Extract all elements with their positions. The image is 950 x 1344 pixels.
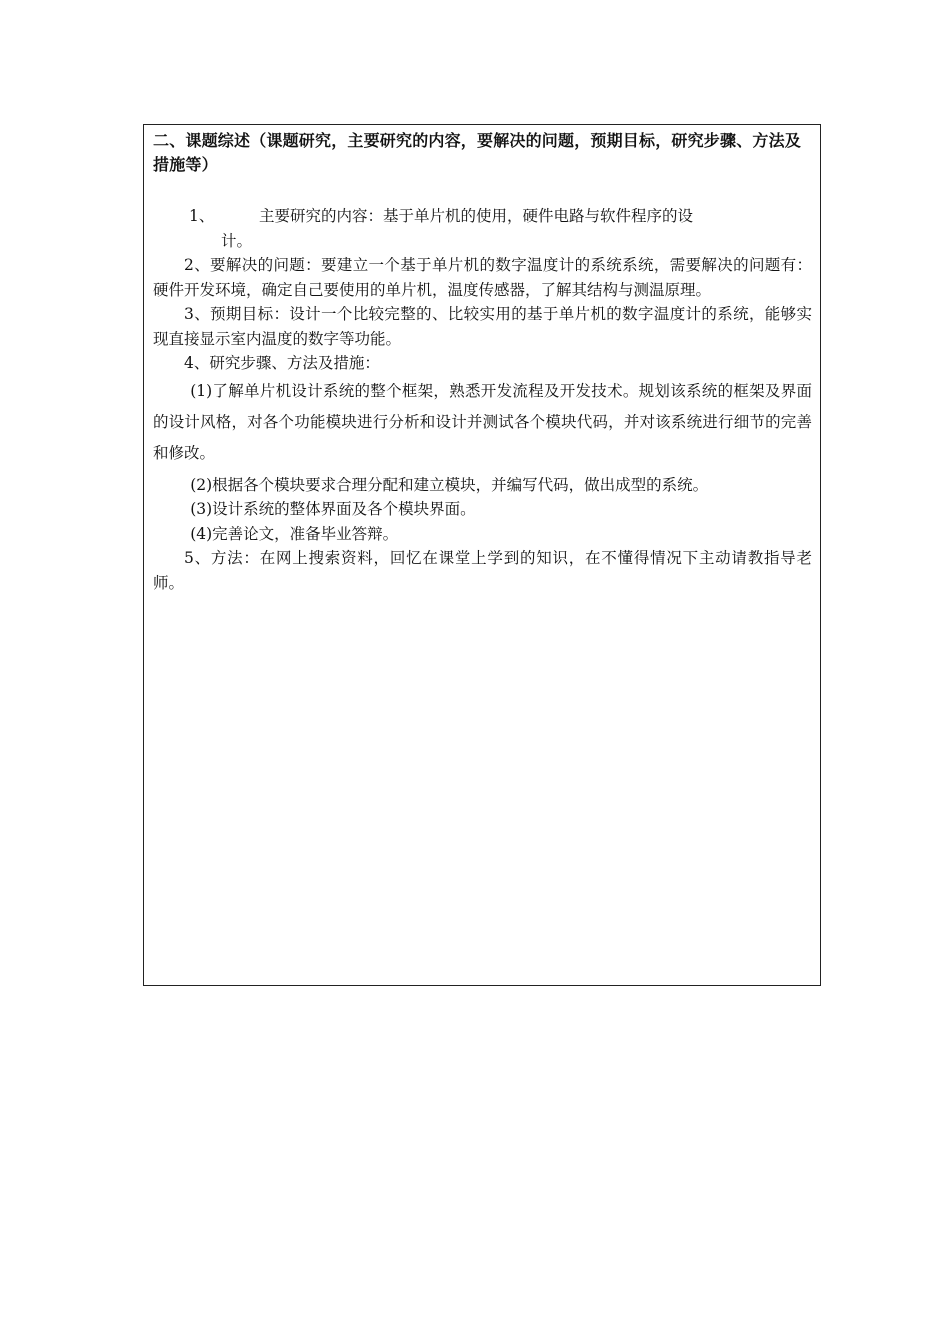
step-1: (1)了解单片机设计系统的整个框架，熟悉开发流程及开发技术。规划该系统的框架及界面的设计风格，对各个功能模块进行分析和设计并测试各个模块代码，并对该系统进行细节的完善和修改。 bbox=[153, 381, 812, 462]
step-3: (3)设计系统的整体界面及各个模块界面。 bbox=[190, 500, 476, 518]
section-heading: 二、课题综述（课题研究，主要研究的内容，要解决的问题，预期目标，研究步骤、方法及措施等） bbox=[153, 131, 802, 174]
step-2: (2)根据各个模块要求合理分配和建立模块，并编写代码，做出成型的系统。 bbox=[190, 475, 709, 494]
content-body bbox=[153, 204, 812, 595]
item-1-text bbox=[259, 204, 812, 229]
list-item-1 bbox=[153, 204, 812, 229]
list-item-5: 5、方法：在网上搜索资料，回忆在课堂上学到的知识，在不懂得情况下主动请教指导老师。 bbox=[153, 549, 812, 592]
step-4: (4)完善论文，准备毕业答辩。 bbox=[190, 524, 399, 543]
item-1-wrap: 计。 bbox=[221, 231, 253, 250]
document-box bbox=[143, 124, 821, 986]
list-item-4: 4、研究步骤、方法及措施： bbox=[184, 354, 380, 372]
item-1-number: 1、 bbox=[189, 207, 215, 225]
list-item-3: 3、预期目标：设计一个比较完整的、比较实用的基于单片机的数字温度计的系统，能够实现直接显示室内温度的数字等功能。 bbox=[153, 305, 812, 348]
list-item-2: 2、要解决的问题：要建立一个基于单片机的数字温度计的系统系统，需要解决的问题有：硬件开发环境，确定自己要使用的单片机，温度传感器，了解其结构与测温原理。 bbox=[153, 256, 812, 299]
item-1-line: 主要研究的内容：基于单片机的使用，硬件电路与软件程序的设 bbox=[259, 207, 694, 225]
